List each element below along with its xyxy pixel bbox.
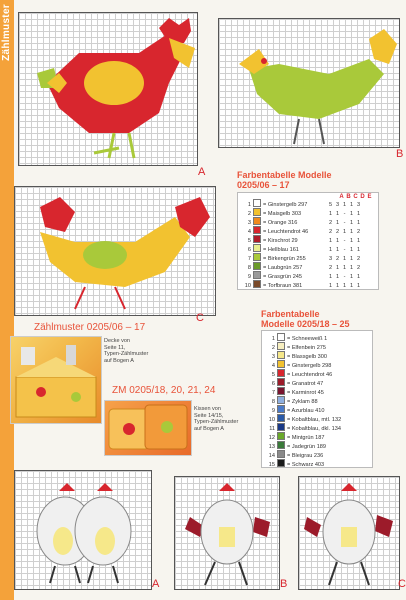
color-name: = Mintgrün 187 <box>287 435 325 441</box>
color-name: = Orange 316 <box>263 220 298 226</box>
table2-row <box>266 378 351 387</box>
color-swatch <box>277 459 285 467</box>
row-value: 1 <box>342 202 347 208</box>
color-table-1 <box>237 192 379 290</box>
chart-label-a-bottom: A <box>152 578 160 590</box>
row-index: 8 <box>271 399 275 405</box>
row-index: 12 <box>268 435 275 441</box>
row-value: 1 <box>335 211 340 217</box>
row-value: 2 <box>328 265 333 271</box>
table1-row <box>242 199 362 208</box>
table2-row <box>266 405 351 414</box>
section2-desc-line4: auf Bogen A <box>194 425 224 432</box>
table2-row <box>266 342 351 351</box>
cushion-photo-art <box>105 401 191 455</box>
row-value: 3 <box>356 202 361 208</box>
row-value: 3 <box>328 256 333 262</box>
row-value: 1 <box>349 283 354 289</box>
table1-row <box>242 244 362 253</box>
table2-row <box>266 432 351 441</box>
row-index: 3 <box>271 354 275 360</box>
table1-col-e: E <box>367 194 372 200</box>
section1-desc <box>104 338 148 364</box>
row-value: 3 <box>335 202 340 208</box>
row-index: 6 <box>271 381 275 387</box>
table1-row <box>242 280 362 289</box>
row-index: 13 <box>268 444 275 450</box>
row-value: 1 <box>342 265 347 271</box>
row-value: 1 <box>349 238 354 244</box>
table2-row <box>266 459 351 468</box>
color-swatch <box>277 414 285 422</box>
color-swatch <box>277 450 285 458</box>
tablecloth-photo <box>10 336 102 424</box>
row-value: 1 <box>335 265 340 271</box>
table2-row <box>266 369 351 378</box>
row-value: 1 <box>356 274 361 280</box>
row-value: 1 <box>356 220 361 226</box>
color-swatch <box>277 360 285 368</box>
color-name: = Leuchtendrot 46 <box>287 372 333 378</box>
table1-row <box>242 208 362 217</box>
color-swatch <box>277 351 285 359</box>
row-value: 1 <box>349 220 354 226</box>
row-value: 5 <box>328 202 333 208</box>
row-index: 4 <box>271 363 275 369</box>
color-swatch <box>253 244 261 252</box>
section2-desc-line1: Kissen von <box>194 406 221 412</box>
row-index: 14 <box>268 453 275 459</box>
color-name: = Hellblau 161 <box>263 247 299 253</box>
color-swatch <box>253 262 261 270</box>
row-value: 2 <box>335 256 340 262</box>
table1-title-line2: 0205/06 – 17 <box>237 180 290 190</box>
row-value: 2 <box>328 220 333 226</box>
table1-row <box>242 271 362 280</box>
section1-heading: Zählmuster 0205/06 – 17 <box>34 322 146 333</box>
row-value: 1 <box>356 238 361 244</box>
table1-row <box>242 253 362 262</box>
color-name: = Jadegrün 189 <box>287 444 327 450</box>
color-name: = Granatrot 47 <box>287 381 324 387</box>
table2-title-line2: Modelle 0205/18 – 25 <box>261 319 350 329</box>
row-index: 7 <box>247 256 251 262</box>
row-value: 1 <box>335 247 340 253</box>
row-value: 1 <box>349 247 354 253</box>
row-index: 2 <box>271 345 275 351</box>
row-index: 10 <box>244 283 251 289</box>
color-swatch <box>253 217 261 225</box>
tablecloth-photo-art <box>11 337 101 423</box>
section2-desc-line3: Typen-Zählmuster <box>194 419 239 425</box>
row-index: 15 <box>268 462 275 468</box>
section2-desc <box>194 406 238 432</box>
color-name: = Elfenbein 275 <box>287 345 327 351</box>
section1-desc-line2: Seite 11, <box>104 344 126 351</box>
side-tab-label: Zählmuster <box>1 4 12 61</box>
table2-title <box>261 309 350 329</box>
row-index: 5 <box>247 238 251 244</box>
color-swatch <box>277 378 285 386</box>
row-index: 6 <box>247 247 251 253</box>
row-index: 3 <box>247 220 251 226</box>
table1-col-a: A <box>339 194 344 200</box>
table2-row <box>266 423 351 432</box>
color-name: = Kobaltblau, dkl. 134 <box>287 426 341 432</box>
row-value: 2 <box>356 229 361 235</box>
chart-label-c-bottom: C <box>398 578 406 590</box>
color-name: = Ginstergelb 297 <box>263 202 308 208</box>
section1-desc-line1: Decke von <box>104 338 130 344</box>
row-values <box>327 282 362 291</box>
row-value: 1 <box>342 283 347 289</box>
row-value: 1 <box>328 238 333 244</box>
pattern-chart-white-hen-b <box>174 476 280 590</box>
color-name: = Birkengrün 255 <box>263 256 306 262</box>
pattern-chart-white-hen-pair <box>14 470 152 590</box>
table2-row <box>266 396 351 405</box>
table1-row <box>242 217 362 226</box>
row-value: 2 <box>356 265 361 271</box>
row-value: - <box>343 274 346 280</box>
color-swatch <box>253 226 261 234</box>
row-value: 1 <box>356 283 361 289</box>
table2-row <box>266 441 351 450</box>
row-index: 9 <box>271 408 275 414</box>
color-name: = Leuchtendrot 46 <box>263 229 309 235</box>
row-value: 1 <box>349 211 354 217</box>
row-value: 1 <box>335 274 340 280</box>
table2-row <box>266 333 351 342</box>
row-value: 1 <box>328 274 333 280</box>
row-value: 1 <box>328 247 333 253</box>
row-value: 1 <box>328 283 333 289</box>
color-swatch <box>253 208 261 216</box>
table1-col-c: C <box>353 194 358 200</box>
color-swatch <box>253 235 261 243</box>
table1-col-d: D <box>360 194 365 200</box>
color-swatch <box>277 333 285 341</box>
row-value: - <box>343 247 346 253</box>
pattern-chart-white-hen-c <box>298 476 400 590</box>
row-value: 1 <box>349 229 354 235</box>
color-swatch <box>277 405 285 413</box>
yellow-rooster-motif <box>15 187 215 315</box>
table2-row <box>266 360 351 369</box>
chart-label-b-bottom: B <box>280 578 288 590</box>
row-value: 1 <box>335 220 340 226</box>
table1-col-b: B <box>346 194 351 200</box>
color-swatch <box>277 342 285 350</box>
color-swatch <box>277 387 285 395</box>
table1-title <box>237 170 332 190</box>
row-value: 1 <box>328 211 333 217</box>
color-name: = Kobaltblau, mtl. 132 <box>287 417 342 423</box>
table1-title-line1: Farbentabelle Modelle <box>237 170 332 180</box>
color-name: = Torfbraun 381 <box>263 283 303 289</box>
red-rooster-motif <box>19 13 197 165</box>
color-swatch <box>277 423 285 431</box>
color-swatch <box>253 271 261 279</box>
row-value: 2 <box>356 256 361 262</box>
white-hen-b-motif <box>175 477 279 589</box>
pattern-chart-green-rooster <box>218 18 400 148</box>
chart-label-c: C <box>196 312 204 324</box>
color-name: = Maisgelb 303 <box>263 211 302 217</box>
table1-row <box>242 262 362 271</box>
color-swatch <box>277 396 285 404</box>
color-name: = Zyklam 88 <box>287 399 318 405</box>
white-hen-c-motif <box>299 477 399 589</box>
row-index: 1 <box>247 202 251 208</box>
white-hen-pair-motif <box>15 471 151 589</box>
table1-row <box>242 226 362 235</box>
color-name: = Schneeweiß 1 <box>287 336 328 342</box>
section1-desc-line4: auf Bogen A <box>104 357 134 364</box>
pattern-chart-red-rooster <box>18 12 198 166</box>
section2-heading: ZM 0205/18, 20, 21, 24 <box>112 385 216 396</box>
color-swatch <box>253 280 261 288</box>
table2-row <box>266 351 351 360</box>
color-name: = Schwarz 403 <box>287 462 325 468</box>
row-value: - <box>343 211 346 217</box>
pattern-chart-yellow-rooster <box>14 186 216 316</box>
table2-row <box>266 450 351 459</box>
row-value: 1 <box>342 256 347 262</box>
side-tab <box>0 0 14 600</box>
color-name: = Karminrot 45 <box>287 390 324 396</box>
row-index: 11 <box>269 426 275 432</box>
table2-title-line1: Farbentabelle <box>261 309 320 319</box>
row-value: - <box>343 220 346 226</box>
color-swatch <box>253 253 261 261</box>
section1-desc-line3: Typen-Zählmuster <box>104 351 149 357</box>
chart-label-a: A <box>198 166 206 178</box>
row-index: 5 <box>271 372 275 378</box>
row-value: - <box>343 238 346 244</box>
row-value: 2 <box>328 229 333 235</box>
color-table-2 <box>261 330 373 468</box>
row-index: 1 <box>271 336 275 342</box>
row-value: 1 <box>349 265 354 271</box>
color-name: = Bleigrau 236 <box>287 453 324 459</box>
chart-label-b: B <box>396 148 404 160</box>
row-index: 7 <box>271 390 275 396</box>
color-name: = Kirschrot 29 <box>263 238 298 244</box>
color-swatch <box>277 441 285 449</box>
row-value: 1 <box>349 256 354 262</box>
green-rooster-motif <box>219 19 399 147</box>
row-value: 1 <box>356 211 361 217</box>
row-index: 9 <box>247 274 251 280</box>
color-name: = Laubgrün 257 <box>263 265 303 271</box>
row-value: 1 <box>349 202 354 208</box>
color-name: = Azurblau 410 <box>287 408 325 414</box>
color-name: = Ginstergelb 298 <box>287 363 332 369</box>
table2-row <box>266 414 351 423</box>
table1-row <box>242 235 362 244</box>
cushion-photo <box>104 400 192 456</box>
row-index: 2 <box>247 211 251 217</box>
color-name: = Blassgelb 300 <box>287 354 327 360</box>
row-value: 1 <box>342 229 347 235</box>
row-value: 1 <box>335 283 340 289</box>
row-value: 1 <box>356 247 361 253</box>
row-value: 1 <box>349 274 354 280</box>
row-value: 2 <box>335 229 340 235</box>
row-index: 10 <box>268 417 275 423</box>
row-value: 1 <box>335 238 340 244</box>
row-index: 4 <box>247 229 251 235</box>
color-name: = Grasgrün 245 <box>263 274 303 280</box>
color-swatch <box>277 369 285 377</box>
section2-desc-line2: Seite 14/15, <box>194 412 224 419</box>
table2-row <box>266 387 351 396</box>
row-index: 8 <box>247 265 251 271</box>
color-swatch <box>277 432 285 440</box>
color-swatch <box>253 199 261 207</box>
